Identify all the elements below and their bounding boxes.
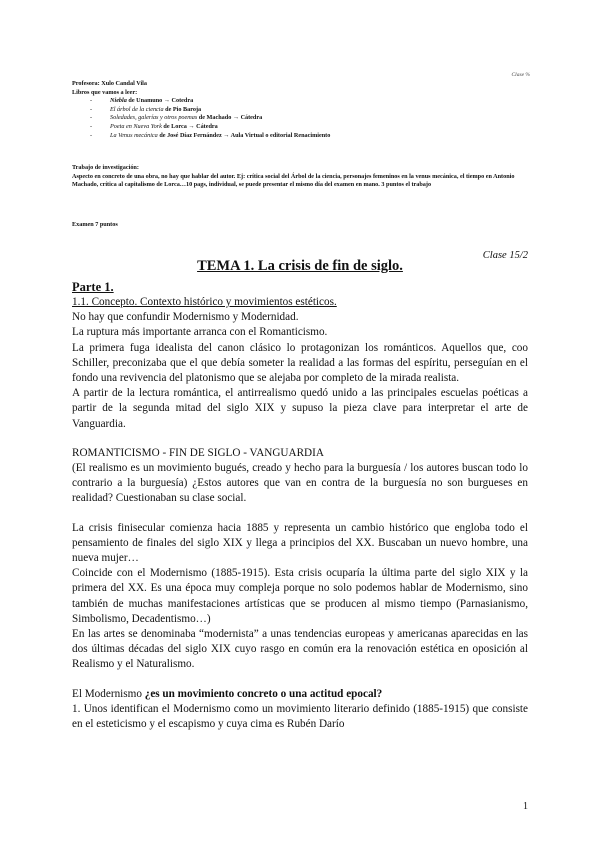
course-info (72, 80, 532, 140)
paragraph: En las artes se denominaba “modernista” a unas tendencias europeas y americanas aparecidas en las dos últimas décadas del siglo XIX cuyo rasgo en común era la renovación estética en oposición al Realismo y el Naturalismo. (72, 628, 528, 671)
paragraph: A partir de la lectura romántica, el antirrealismo quedó unido a las principales escuelas poéticas a partir de la segunda mitad del siglo XIX y supuso la pieza clave para interpretar el arte de Vanguardia. (72, 387, 528, 430)
book-item: - La Venus mecánica de José Díaz Fernández → Aula Virtual o editorial Renacimiento (90, 132, 532, 141)
modernismo-heading: El Modernismo ¿es un movimiento concreto o una actitud epocal? (72, 687, 383, 700)
section-heading: 1.1. Concepto. Contexto histórico y movimientos estéticos. (72, 296, 337, 308)
paragraph: La crisis finisecular comienza hacia 1885 y representa un cambio histórico que engloba todo el pensamiento de finales del siglo XIX y llega a principios del XX. Buscaban un nuevo hombre, una nueva mujer… (72, 521, 528, 565)
book-item: - Niebla de Unamuno → Cotedra (90, 97, 532, 106)
book-item: - Poeta en Nueva York de Lorca → Cátedra (90, 123, 532, 132)
examen-note: Examen 7 puntos (72, 221, 118, 228)
book-item: - El árbol de la ciencia de Pio Baroja (90, 106, 532, 115)
profesora-label: Profesora: (72, 80, 100, 87)
paragraph: La ruptura más importante arranca con el Romanticismo. (72, 326, 328, 339)
header-clase-small: Clase % (511, 72, 530, 78)
paragraph: 1. Unos identifican el Modernismo como un movimiento literario definido (1885-1915) que consiste en el esteticismo y el escapismo y cuya cima es Rubén Darío (72, 702, 528, 731)
paragraph: (El realismo es un movimiento bugués, creado y hecho para la burguesía / los autores buscan todo lo contrario a la burguesía) ¿Estos autores que van en contra de la burguesía no son burgueses en realidad? Cuestionaban su clase social. (72, 462, 528, 505)
trabajo-text: Aspecto en concreto de una obra, no hay que hablar del autor. Ej: crítica social del Árbol de la ciencia, personajes femeninos en la venus mecánica, el tiempo en Antonio Machado, crítica al capitalismo de Lorca…10 pags, individual, se puede presentar el mismo día del examen en mano. 3 puntos el trabajo (72, 172, 515, 189)
libros-label: Libros que vamos a leer: (72, 88, 138, 96)
book-list (72, 97, 532, 140)
paragraph: No hay que confundir Modernismo y Modernidad. (72, 311, 299, 324)
clase-date: Clase 15/2 (482, 250, 528, 261)
book-item: - Soledades, galerías y otros poemas de Machado → Cátedra (90, 114, 532, 123)
parte-heading: Parte 1. (72, 280, 114, 294)
romanticismo-heading: ROMANTICISMO - FIN DE SIGLO - VANGUARDIA (72, 446, 324, 459)
trabajo-label: Trabajo de investigación: (72, 164, 139, 171)
profesora-line (72, 80, 532, 89)
paragraph: Coincide con el Modernismo (1885-1915). Esta crisis ocuparía la última parte del siglo XIX y la primera del XX. Es una época muy compleja porque no solo podemos hablar de Modernismo, sino también de muchas manifestaciones artísticas que se producen al mismo tiempo (Parnasianismo, Simbolismo, Decadentismo…) (72, 567, 528, 625)
profesora-name: Xulo Candal Vila (101, 80, 147, 87)
paragraph: La primera fuga idealista del canon clásico lo protagonizan los románticos. Aquellos que, coo Schiller, preconizaba que el que debía someter la realidad a las formas del espíritu, perseguían en el fondo una revivencia del platonismo que se alejaba por completo de la mirada realista. (72, 341, 528, 385)
trabajo-block (72, 164, 530, 190)
page-title: TEMA 1. La crisis de fin de siglo. (197, 258, 403, 274)
document-body (72, 279, 528, 732)
page-number: 1 (523, 801, 528, 812)
